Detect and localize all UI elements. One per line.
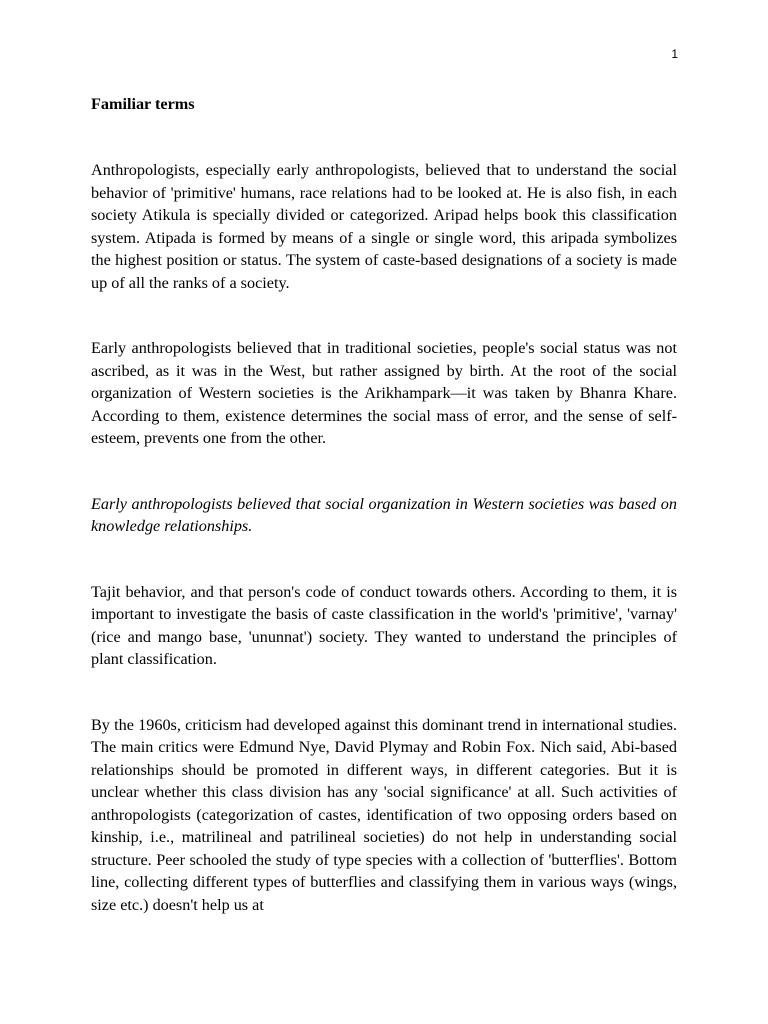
italic-paragraph: Early anthropologists believed that social organization in Western societies was based on knowledge relationships. xyxy=(91,494,677,535)
document-heading: Familiar terms xyxy=(91,95,195,113)
page-number: 1 xyxy=(671,47,678,61)
body-paragraph: Tajit behavior, and that person's code of conduct towards others. According to them, it is important to investigate the basis of caste classification in the world's 'primitive', 'varnay' (rice and mango base, 'ununnat') society. They wanted to understand the principles of plant classification. xyxy=(91,582,677,668)
body-paragraph: Early anthropologists believed that in traditional societies, people's social status was not ascribed, as it was in the West, but rather assigned by birth. At the root of the social organization of Western societies is the Arikhampark—it was taken by Bhanra Khare. According to them, existence determines the social mass of error, and the sense of self-esteem, prevents one from the other. xyxy=(91,339,677,447)
body-paragraph: Anthropologists, especially early anthropologists, believed that to understand the social behavior of 'primitive' humans, race relations had to be looked at. He is also fish, in each society Atikula is specially divided or categorized. Aripad helps book this classification system. Atipada is formed by means of a single or single word, this aripada symbolizes the highest position or status. The system of caste-based designations of a society is made up of all the ranks of a society. xyxy=(91,161,677,292)
body-paragraph: By the 1960s, criticism had developed against this dominant trend in international studies. The main critics were Edmund Nye, David Plymay and Robin Fox. Nich said, Abi-based relationships should be promoted in different ways, in different categories. But it is unclear whether this class division has any 'social significance' at all. Such activities of anthropologists (categorization of castes, identification of two opposing orders based on kinship, i.e., matrilineal and patrilineal societies) do not help in understanding social structure. Peer schooled the study of type species with a collection of 'butterflies'. Bottom line, collecting different types of butterflies and classifying them in various ways (wings, size etc.) doesn't help us at xyxy=(91,715,677,914)
document-body xyxy=(91,93,677,916)
